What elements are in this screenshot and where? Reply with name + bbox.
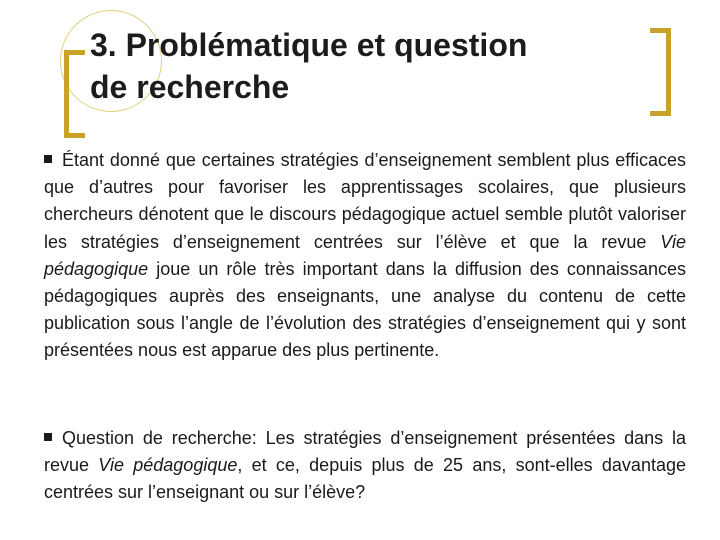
right-bracket-decoration	[650, 28, 671, 116]
paragraph-text: Question de recherche: Les stratégies d’enseignement présentées dans la revue	[44, 428, 686, 476]
journal-title: Vie pédagogique	[44, 231, 686, 279]
title-line-2: de recherche	[90, 69, 290, 105]
journal-title: Vie pédagogique	[98, 455, 238, 476]
title-line-1: 3. Problématique et question	[90, 27, 528, 63]
bullet-paragraph-context	[44, 147, 686, 365]
left-bracket-decoration	[64, 50, 85, 138]
paragraph-text: joue un rôle très important dans la diffusion des connaissances pédagogiques auprès des enseignants, une analyse du contenu de cette publication sous l’angle de l’évolution des stratégies d’enseignement qui y sont présentées nous est apparue des plus pertinente.	[44, 258, 686, 361]
slide-title	[90, 24, 650, 108]
square-bullet-icon	[44, 155, 52, 163]
paragraph-text: Étant donné que certaines stratégies d’enseignement semblent plus efficaces que d’autres pour favoriser les apprentissages scolaires, que plusieurs chercheurs dénotent que le discours pédagogique actuel semble plutôt valoriser les stratégies d’enseignement centrées sur l’élève et que la revue	[44, 150, 686, 252]
square-bullet-icon	[44, 433, 52, 441]
paragraph-text: , et ce, depuis plus de 25 ans, sont-elles davantage centrées sur l’enseignant ou sur l’élève?	[44, 455, 686, 503]
bullet-paragraph-research-question	[44, 425, 686, 507]
